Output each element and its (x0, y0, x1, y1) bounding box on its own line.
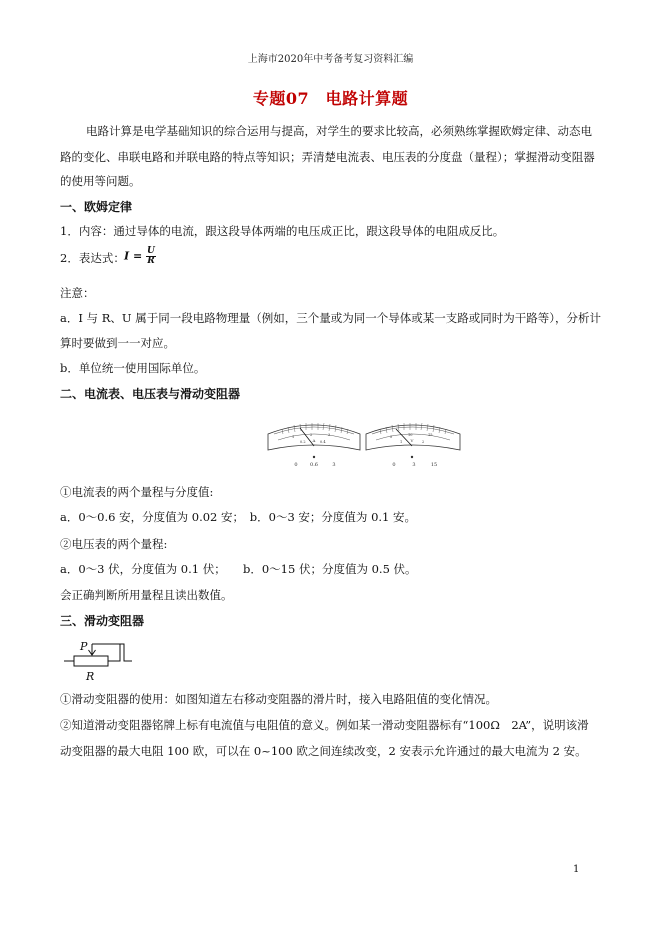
voltmeter-ranges: a．0～3 伏，分度值为 0.1 伏； b．0～15 伏；分度值为 0.5 伏。 (60, 562, 417, 576)
voltmeter-unit: V (410, 438, 414, 443)
ohms-law-formula (124, 247, 156, 266)
ammeter-unit: A (312, 438, 316, 443)
ammeter-terminal-3: 3 (332, 462, 336, 468)
ohms-law-content: 1．内容：通过导体的电流，跟这段导体两端的电压成正比，跟这段导体的电阻成反比。 (60, 224, 505, 238)
formula-numerator: U (147, 246, 155, 256)
rheostat-nameplate-line-1: ②知道滑动变阻器铭牌上标有电流值与电阻值的意义。例如某一滑动变阻器标有“100Ω 2A”，说明该滑 (60, 718, 589, 732)
section-heading-rheostat: 三、滑动变阻器 (60, 614, 145, 628)
ammeter-ranges: a．0～0.6 安，分度值为 0.02 安； b．0～3 安；分度值为 0.1 安。 (60, 510, 417, 524)
voltmeter-scale-1: 1 (400, 440, 403, 444)
page-header: 上海市2020年中考备考复习资料汇编 (247, 54, 414, 65)
ammeter-small-1: 1 (292, 435, 295, 439)
intro-paragraph-line-2: 路的变化、串联电路和并联电路的特点等知识；弄清楚电流表、电压表的分度盘（量程）；掌握滑动变阻器 (60, 150, 595, 164)
section-heading-meters: 二、电流表、电压表与滑动变阻器 (60, 387, 241, 401)
voltmeter-small-10: 10 (408, 433, 413, 437)
note-label: 注意： (60, 286, 95, 300)
rheostat-diagram (62, 638, 134, 682)
page-number: 1 (573, 864, 580, 875)
voltmeter-terminal-15: 15 (430, 462, 438, 468)
rheostat-label-p: P (80, 640, 88, 653)
intro-paragraph-line-1: 电路计算是电学基础知识的综合运用与提高，对学生的要求比较高，必须熟练掌握欧姆定律、动态电 (86, 124, 592, 138)
ammeter-scale-2: 0.2 (300, 440, 306, 444)
voltmeter-dial (366, 423, 460, 468)
ammeter-small-3: 3 (328, 433, 331, 437)
ammeter-terminal-0: 0 (294, 462, 298, 468)
rheostat-label-r: R (86, 670, 95, 682)
ammeter-terminal-06: 0.6 (310, 462, 318, 468)
ammeter-dial (268, 423, 360, 468)
section-heading-ohms-law: 一、欧姆定律 (60, 200, 133, 214)
formula-denominator: R (147, 256, 155, 266)
page-title: 专题07 电路计算题 (252, 89, 409, 108)
voltmeter-small-15: 15 (428, 433, 433, 437)
ammeter-small-2: 2 (310, 433, 313, 437)
ammeter-heading: ①电流表的两个量程与分度值: (60, 485, 214, 499)
meter-note: 会正确判断所用量程且读出数值。 (60, 588, 233, 602)
rheostat-nameplate-line-2: 动变阻器的最大电阻 100 欧，可以在 0~100 欧之间连续改变，2 安表示允许通过的最大电流为 2 安。 (60, 744, 587, 758)
ammeter-scale-4: 0.4 (320, 440, 326, 444)
expression-label: 2．表达式： (60, 251, 125, 265)
voltmeter-terminal-3: 3 (412, 462, 416, 468)
note-a-line-1: a．I 与 R、U 属于同一段电路物理量（例如，三个量或为同一个导体或某一支路或同时为干路等），分析计 (60, 311, 601, 325)
intro-paragraph-line-3: 的使用等问题。 (60, 174, 141, 188)
voltmeter-scale-2: 2 (422, 440, 425, 444)
voltmeter-small-5: 5 (390, 435, 393, 439)
formula-fraction (146, 247, 156, 266)
voltmeter-terminal-0: 0 (392, 462, 396, 468)
voltmeter-heading: ②电压表的两个量程: (60, 537, 168, 551)
rheostat-use: ①滑动变阻器的使用：如图知道左右移动变阻器的滑片时，接入电路阻值的变化情况。 (60, 692, 497, 706)
note-b: b．单位统一使用国际单位。 (60, 361, 206, 375)
note-a-line-2: 算时要做到一一对应。 (60, 336, 175, 350)
meters-illustration (262, 412, 468, 470)
formula-lhs: I = (124, 249, 143, 263)
